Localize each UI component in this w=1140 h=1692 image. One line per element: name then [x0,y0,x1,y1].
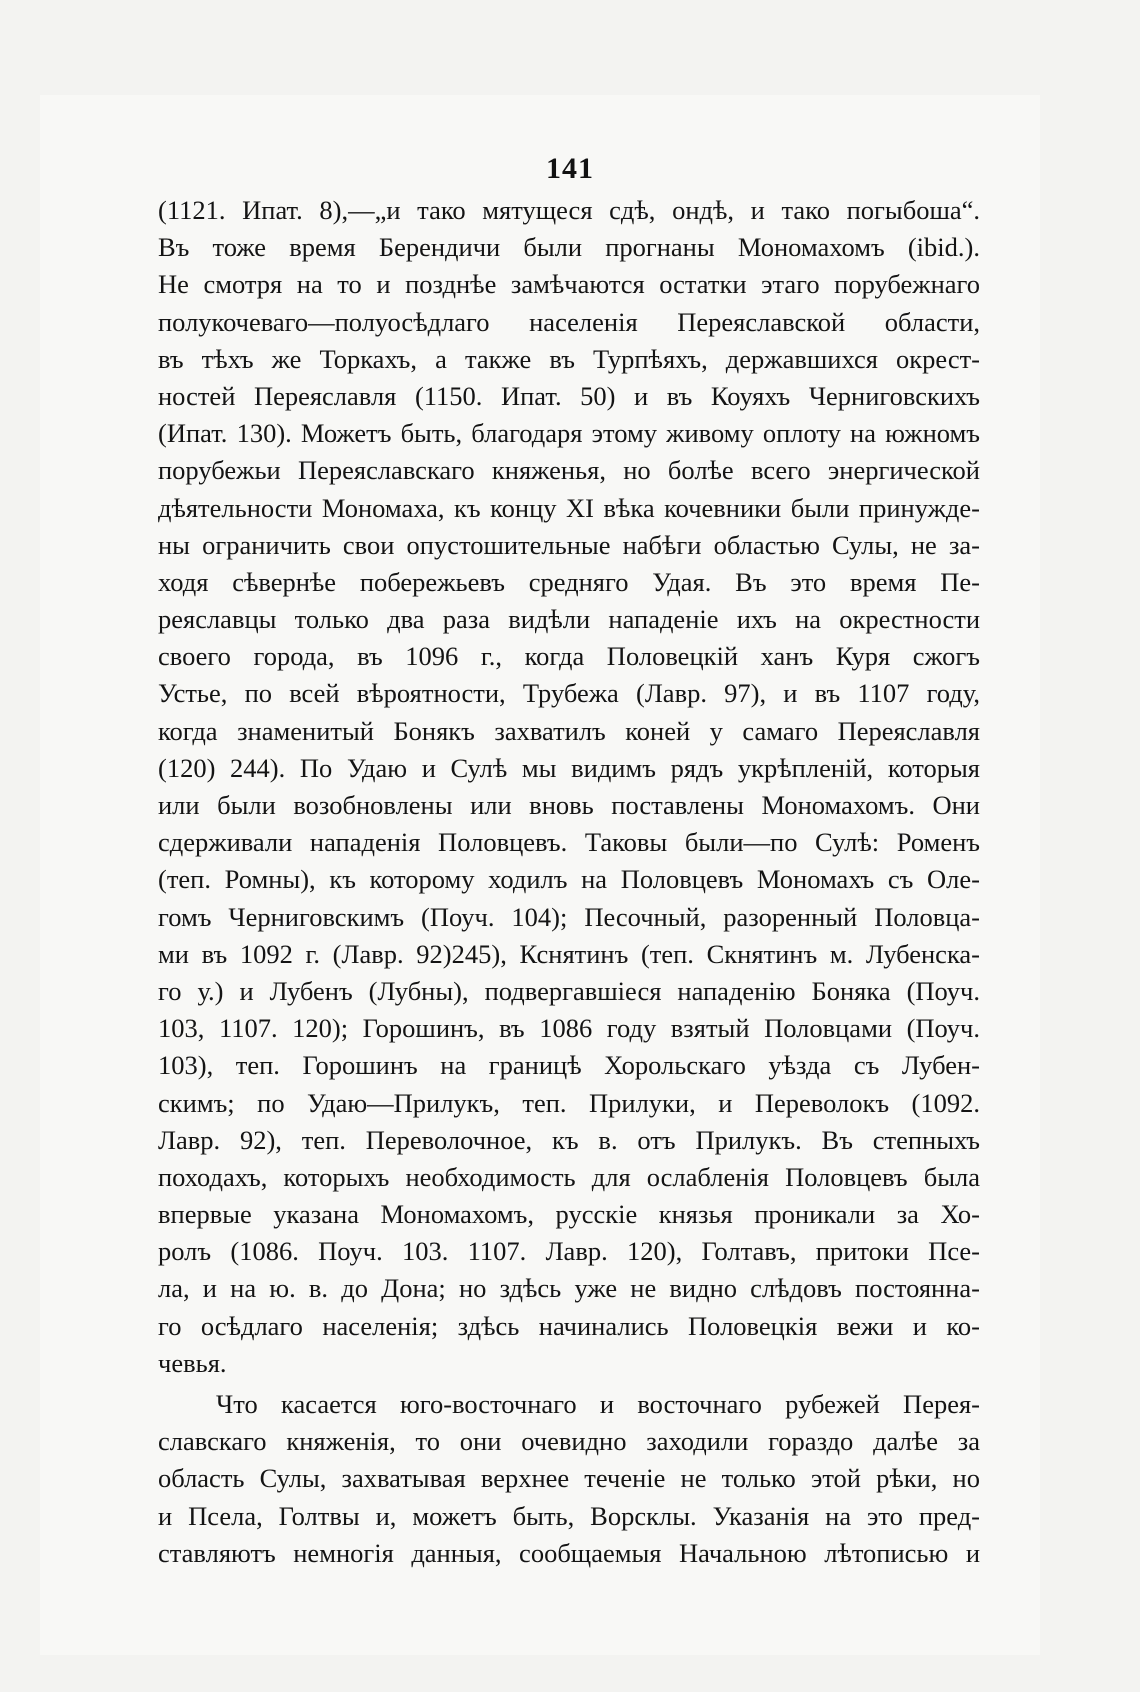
text-line: ролъ (1086. Поуч. 103. 1107. Лавр. 120), Голтавъ, притоки Псе- [158,1236,980,1267]
text-line: (120) 244). По Удаю и Сулѣ мы видимъ рядъ укрѣпленій, которыя [158,752,980,783]
text-line: славскаго княженія, то они очевидно заходили гораздо далѣе за [158,1426,980,1457]
text-line: когда знаменитый Бонякъ захватилъ коней у самаго Переяславля [158,715,980,746]
text-line: Въ тоже время Берендичи были прогнаны Мономахомъ (ibid.). [158,232,980,263]
paragraph-1 [158,192,980,1382]
text-line: дѣятельности Мономаха, къ концу XI вѣка кочевники были принужде- [158,492,980,523]
text-line: сдерживали нападенія Половцевъ. Таковы были—по Сулѣ: Роменъ [158,827,980,858]
text-line: впервые указана Мономахомъ, русскіе князья проникали за Хо- [158,1199,980,1230]
body-text [158,192,980,1572]
text-line: порубежьи Переяславскаго княженья, но болѣе всего энергической [158,455,980,486]
text-line: чевья. [158,1347,227,1378]
text-line: го осѣдлаго населенія; здѣсь начинались Половецкія вежи и ко- [158,1310,980,1341]
text-line: реяславцы только два раза видѣли нападеніе ихъ на окрестности [158,604,980,635]
text-line: ла, и на ю. в. до Дона; но здѣсь уже не видно слѣдовъ постоянна- [158,1273,980,1304]
text-line: или были возобновлены или вновь поставлены Мономахомъ. Они [158,790,980,820]
text-line: въ тѣхъ же Торкахъ, а также въ Турпѣяхъ, державшихся окрест- [158,343,980,374]
text-line: гомъ Черниговскимъ (Поуч. 104); Песочный, разоренный Половца- [158,901,980,932]
text-line: область Сулы, захватывая верхнее теченіе не только этой рѣки, но [158,1463,980,1494]
text-line: (1121. Ипат. 8),—„и тако мятущеся сдѣ, ондѣ, и тако погыбоша“. [158,195,980,225]
text-line: (Ипат. 130). Можетъ быть, благодаря этому живому оплоту на южномъ [158,418,980,449]
text-line: скимъ; по Удаю—Прилукъ, теп. Прилуки, и Переволокъ (1092. [158,1087,980,1118]
text-line: Устье, по всей вѣроятности, Трубежа (Лавр. 97), и въ 1107 году, [158,678,980,709]
text-line: (теп. Ромны), къ которому ходилъ на Половцевъ Мономахъ съ Оле- [158,864,980,895]
text-line: ностей Переяславля (1150. Ипат. 50) и въ Коуяхъ Черниговскихъ [158,380,980,411]
text-line: 103), теп. Горошинъ на границѣ Хорольскаго уѣзда съ Лубен- [158,1050,980,1081]
text-line: походахъ, которыхъ необходимость для ослабленія Половцевъ была [158,1161,980,1192]
text-line: Что касается юго-восточнаго и восточнаго рубежей Перея- [216,1389,980,1419]
text-line: го у.) и Лубенъ (Лубны), подвергавшіеся нападенію Боняка (Поуч. [158,975,980,1006]
text-line: 103, 1107. 120); Горошинъ, въ 1086 году взятый Половцами (Поуч. [158,1013,980,1044]
text-line: полукочеваго—полуосѣдлаго населенія Переяславской области, [158,306,980,337]
text-line: Не смотря на то и позднѣе замѣчаются остатки этаго порубежнаго [158,269,980,300]
text-line: ны ограничить свои опустошительные набѣги областью Сулы, не за- [158,529,980,560]
paragraph-2 [158,1386,980,1572]
text-line: своего города, въ 1096 г., когда Половецкій ханъ Куря сжогъ [158,641,980,672]
text-line: ходя сѣвернѣе побережьевъ средняго Удая. Въ это время Пе- [158,566,980,597]
text-line: Лавр. 92), теп. Переволочное, къ в. отъ Прилукъ. Въ степныхъ [158,1124,980,1155]
text-line: ставляютъ немногія данныя, сообщаемыя Начальною лѣтописью и [158,1537,980,1568]
text-line: и Псела, Голтвы и, можетъ быть, Ворсклы. Указанія на это пред- [158,1500,980,1531]
text-line: ми въ 1092 г. (Лавр. 92)245), Кснятинъ (теп. Скнятинъ м. Лубенска- [158,938,980,969]
page-number: 141 [546,152,594,185]
